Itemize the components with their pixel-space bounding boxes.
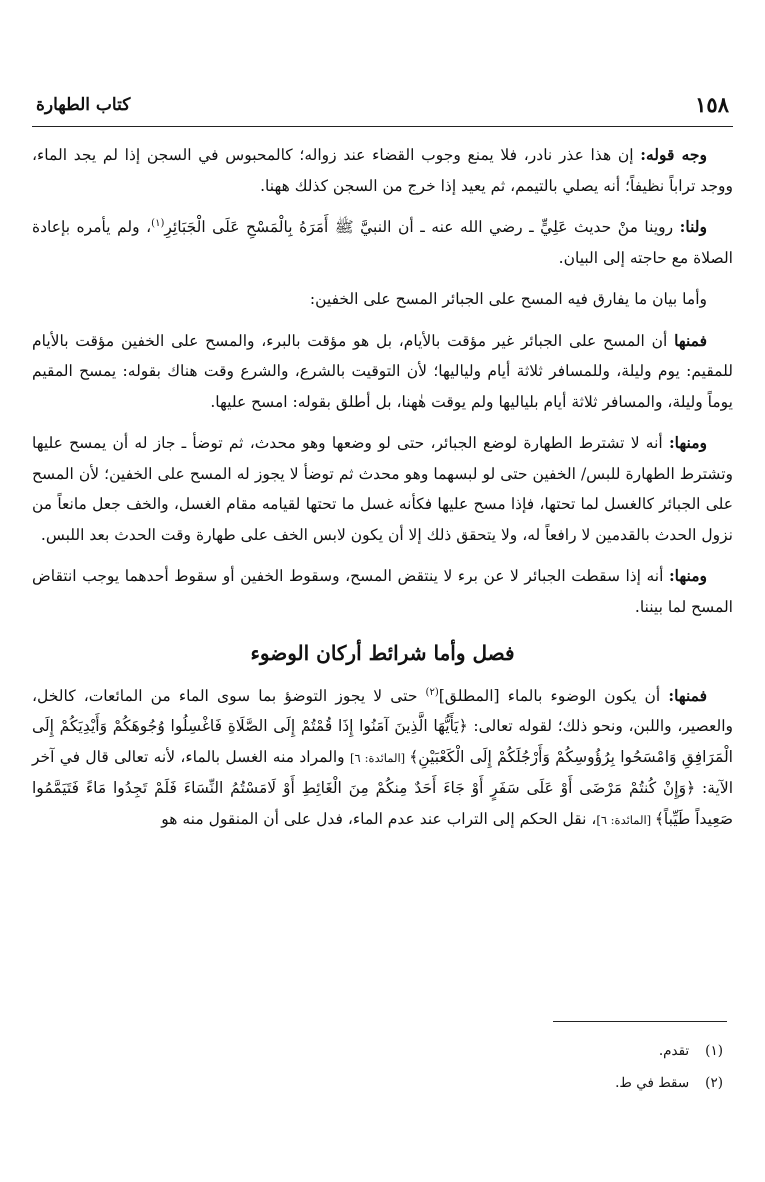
footnote-number: (١) <box>705 1043 723 1059</box>
footnote-marker: (٢) <box>425 686 439 698</box>
paragraph <box>32 561 733 622</box>
paragraph-text: ، ولم يأمره بإعادة الصلاة مع حاجته إلى البيان. <box>32 218 733 267</box>
paragraph-text: أن يكون الوضوء بالماء [المطلق] <box>438 686 669 705</box>
footnote <box>32 1036 723 1066</box>
verse-reference: [المائدة: ٦] <box>349 750 410 765</box>
paragraph-text: والمراد منه الغسل بالماء، لأنه تعالى قال في آخر الآية: <box>32 747 734 797</box>
paragraph-lead: فمنها: <box>668 685 707 705</box>
paragraph-lead: ومنها: <box>668 566 707 585</box>
paragraph <box>32 326 733 418</box>
quran-verse: ﴿يَأَيُّهَا الَّذِينَ آمَنُوا إِذَا قُمْتُمْ إِلَى الصَّلَاةِ فَاغْسِلُوا وُجُوهَكُمْ وَأَيْدِيَكُمْ إِلَى الْمَرَافِقِ وَامْسَحُوا بِرُؤُوسِكُمْ وَأَرْجُلَكُمْ إِلَى الْكَعْبَيْنِ﴾ <box>32 717 733 766</box>
paragraph <box>32 140 733 201</box>
book-title: كتاب الطهارة <box>36 95 131 115</box>
main-text <box>32 140 733 846</box>
paragraph <box>32 212 733 273</box>
footnote-marker: (١) <box>151 217 165 229</box>
paragraph <box>32 681 733 836</box>
paragraph-lead: وجه قوله: <box>640 145 707 164</box>
footnote-text: تقدم. <box>658 1043 690 1059</box>
paragraph <box>32 428 733 550</box>
paragraph-text: أنه لا تشترط الطهارة لوضع الجبائر، حتى لو وضعها وهو محدث، ثم توضأ ـ جاز له أن يمسح عليها وتشترط الطهارة للبس/ الخفين حتى لو لبسهما وهو محدث ثم توضأ لا يجوز له المسح على الخفين؛ لأن المسح على الجبائر كالغسل لما تحتها، فإذا مسح عليها فكأنه غسل ما تحتها لقيامه مقام الغسل، والخف جعل مانعاً من نزول الحدث بالقدمين لا رافعاً له، ولا يتحقق ذلك إلا أن يكون لابس الخف على طهارة وقت الحدث بعد اللبس. <box>32 434 733 544</box>
paragraph-lead: ولنا: <box>679 217 707 236</box>
page-number: ١٥٨ <box>695 92 729 117</box>
paragraph <box>32 284 733 315</box>
paragraph-text: روينا منْ حديث عَلِيٍّ ـ رضي الله عنه ـ أن النبيَّ ﷺ أَمَرَهُ بِالْمَسْحِ عَلَى الْجَبَائِرِ <box>164 218 680 236</box>
footnote-number: (٢) <box>705 1075 723 1091</box>
paragraph-text: حتى لا يجوز التوضؤ بما سوى الماء من المائعات، كالخل، والعصير، واللبن، ونحو ذلك؛ لقوله تعالى: <box>32 686 733 735</box>
paragraph-text: أن المسح على الجبائر غير مؤقت بالأيام، بل هو مؤقت بالبرء، والمسح على الخفين مؤقت بالأيام للمقيم: يوم وليلة، وللمسافر ثلاثة أيام ولياليها؛ لأن التوقيت بالشرع، والشرع وقت هناك بقوله: يمسح المقيم يوماً وليلة، والمسافر ثلاثة أيام بلياليها ولم يوقت هٰهنا، بل أطلق بقوله: امسح عليها. <box>32 331 733 411</box>
footnote-text: سقط في ط. <box>615 1075 690 1091</box>
verse-reference: [المائدة: ٦] <box>596 812 655 827</box>
paragraph-text: وأما بيان ما يفارق فيه المسح على الجبائر المسح على الخفين: <box>309 290 707 308</box>
paragraph-text: إن هذا عذر نادر، فلا يمنع وجوب القضاء عند زواله؛ كالمحبوس في السجن إذا لم يجد الماء، ووجد تراباً نظيفاً؛ أنه يصلي بالتيمم، ثم يعيد إذا خرج من السجن كذلك ههنا. <box>32 146 733 195</box>
paragraph-lead: فمنها <box>674 330 707 350</box>
paragraph-text: أنه إذا سقطت الجبائر لا عن برء لا ينتقض المسح، وسقوط الخفين أو سقوط أحدهما يوجب انتقاض المسح لما بيننا. <box>32 567 733 616</box>
footnote-divider <box>553 1021 727 1022</box>
footnotes <box>32 1036 723 1100</box>
footnote <box>32 1068 723 1098</box>
paragraph-lead: ومنها: <box>668 433 707 452</box>
quran-verse: ﴿وَإِنْ كُنتُمْ مَرْضَى أَوْ عَلَى سَفَرٍ أَوْ جَاءَ أَحَدٌ مِنكُمْ مِنَ الْغَائِطِ أَوْ لَامَسْتُمُ النِّسَاءَ فَلَمْ تَجِدُوا مَاءً فَتَيَمَّمُوا صَعِيداً طَيِّباً﴾ <box>32 779 733 828</box>
section-heading: فصل وأما شرائط أركان الوضوء <box>250 641 515 665</box>
paragraph-text: ، نقل الحكم إلى التراب عند عدم الماء، فدل على أن المنقول منه هو <box>161 809 597 828</box>
running-header <box>32 92 733 127</box>
